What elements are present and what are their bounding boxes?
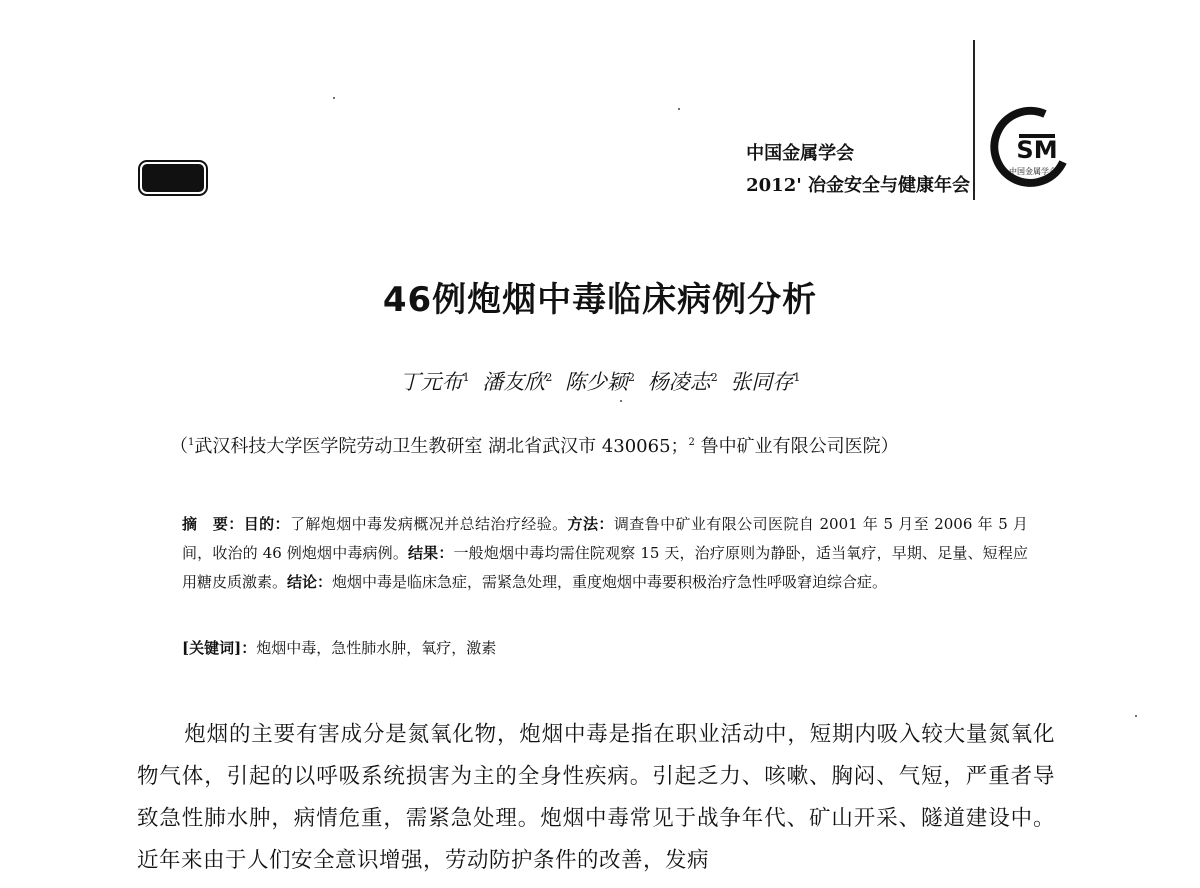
author-name: 丁元布 <box>399 370 463 394</box>
author-name: 潘友欣 <box>482 370 546 394</box>
conference-name: 2012' 冶金安全与健康年会 <box>746 175 970 196</box>
scan-speck <box>333 97 335 99</box>
author-name: 张同存 <box>730 370 794 394</box>
affil-mark-2: 2 <box>688 437 695 448</box>
author-affil-mark: 2 <box>710 371 718 384</box>
result-text: 一般炮烟中毒均需住院观察 15 天，治疗原则为静卧，适当氧疗，早期、足量、短程应用糖皮质激素。 <box>182 544 1028 591</box>
keywords-text: 炮烟中毒，急性肺水肿，氧疗，激素 <box>256 639 497 657</box>
affil-text-2: 鲁中矿业有限公司医院） <box>694 436 899 457</box>
abstract <box>182 510 1028 597</box>
scan-speck <box>678 108 680 110</box>
result-label: 结果： <box>408 544 454 562</box>
keywords-label: [关键词]： <box>182 639 257 657</box>
author-list <box>0 366 1200 396</box>
logo-mark: SM <box>1016 136 1058 164</box>
page-tab-marker <box>140 162 206 194</box>
author-affil-mark: 1 <box>793 371 801 384</box>
purpose-label: 目的： <box>243 515 290 533</box>
author-name: 陈少颖 <box>565 370 628 394</box>
header-divider <box>973 40 975 200</box>
body-paragraph: 炮烟的主要有害成分是氮氧化物，炮烟中毒是指在职业活动中，短期内吸入较大量氮氧化物气体，引起的以呼吸系统损害为主的全身性疾病。引起乏力、咳嗽、胸闷、气短，严重者导致急性肺水肿，病情危重，需紧急处理。炮烟中毒常见于战争年代、矿山开采、隧道建设中。近年来由于人们安全意识增强，劳动防护条件的改善，发病 <box>137 722 1055 873</box>
scan-speck <box>620 400 622 402</box>
scan-speck <box>1135 715 1137 717</box>
affil-open: （ <box>170 436 188 457</box>
logo-caption: 中国金属学会 <box>1009 167 1057 176</box>
author-affil-mark: 2 <box>545 371 553 384</box>
abstract-label: 摘 要： <box>182 515 244 533</box>
conclusion-label: 结论： <box>287 573 333 591</box>
keywords <box>182 634 496 663</box>
conclusion-text: 炮烟中毒是临床急症，需紧急处理，重度炮烟中毒要积极治疗急性呼吸窘迫综合症。 <box>332 573 888 591</box>
author-affil-mark: 1 <box>462 371 470 384</box>
purpose-text: 了解炮烟中毒发病概况并总结治疗经验。 <box>289 515 568 533</box>
method-text: 调查鲁中矿业有限公司医院自 2001 年 5 月至 2006 年 5 月间，收治的 46 例炮烟中毒病例。 <box>182 515 1028 562</box>
affil-mark-1: 1 <box>188 437 195 448</box>
author-affil-mark: 2 <box>628 371 635 384</box>
author-name: 杨凌志 <box>647 370 711 394</box>
conference-header <box>746 138 970 202</box>
paper-title: 46例炮烟中毒临床病例分析 <box>382 280 818 320</box>
method-label: 方法： <box>567 515 614 533</box>
society-name: 中国金属学会 <box>746 143 855 164</box>
affiliation-line <box>170 432 899 458</box>
society-logo-icon <box>985 104 1071 190</box>
affil-text-1: 武汉科技大学医学院劳动卫生教研室 湖北省武汉市 430065； <box>194 436 689 457</box>
